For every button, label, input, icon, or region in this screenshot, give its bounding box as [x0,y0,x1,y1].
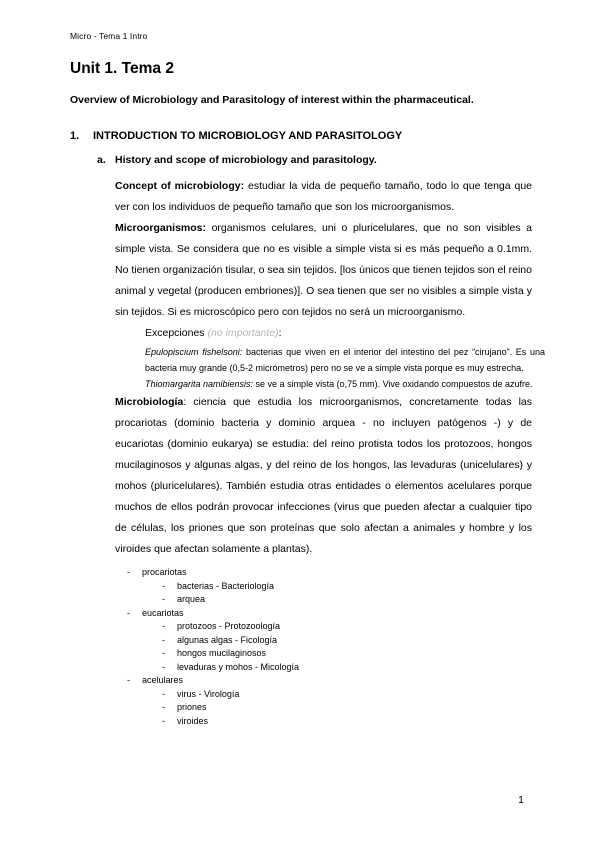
list-item-label: protozoos - Protozoología [177,621,281,631]
exception-epulopiscium-name: Epulopiscium fishelsoni: [145,347,243,357]
exceptions-title-colon: : [278,327,282,339]
section-heading-text: INTRODUCTION TO MICROBIOLOGY AND PARASITOLOGY [93,130,403,142]
list-item-label: algunas algas - Ficología [177,634,278,645]
list-dash: - [162,580,165,591]
body-block [115,176,545,728]
exceptions-note: (no importante) [207,327,279,339]
list-item [127,674,532,688]
subsection-letter: a. [97,154,106,166]
list-item-label: acelulares [142,675,184,685]
list-dash: - [162,661,165,672]
exceptions-title [145,323,532,344]
list-item [127,607,532,621]
list-item [127,566,532,580]
paragraph-microorganismos-text: organismos celulares, uni o pluricelulares, que no son visibles a simple vista. Se considera que no es visible a simple vista si es más pequeño a 0.1mm. No tienen organización tisular, o sea sin tejidos. [los únicos que tienen tejidos son el reino animal y vegetal (producen embriones)]. O sea tienen que ser no visibles a simple vista y sin tejidos. Si es microscópico pero con tejidos no será un microorganismo. [115,222,532,318]
list-dash: - [127,607,130,618]
paragraph-microbiologia-text: : ciencia que estudia los microorganismos, concretamente todas las procariotas (dominio bacteria y dominio arquea - no incluyen patógenos -) y de eucariotas (dominio eukarya) se estudia: del reino protista todos los protozoos, hongos mucilaginosos y algunas algas, y del reino de los hongos, las levaduras (unicelulares) y mohos (pluricelulares). También estudia otras entidades o elementos acelulares porque muchos de ellos podrán provocar infecciones (virus que pueden afectar a cualquier tipo de células, los priones que son proteínas que solo afectan a animales y hombre y los viroides que afectan solamente a plantas). [115,396,532,555]
list-dash: - [162,715,165,726]
page-number: 1 [518,794,524,806]
page-subtitle: Overview of Microbiology and Parasitology of interest within the pharmaceutical. [70,94,474,106]
list-dash: - [162,702,165,712]
list-dash: - [162,621,165,631]
section-heading [70,130,532,142]
subsection-heading-text: History and scope of microbiology and parasitology. [115,154,377,166]
list-dash: - [162,634,165,645]
list-dash: - [127,567,130,577]
exception-thiomargarita [145,376,545,392]
list-dash: - [162,594,165,604]
list-item [162,647,532,661]
exception-thiomargarita-name: Thiomargarita namibiensis: [145,379,254,389]
list-item [162,701,532,715]
list-item-label: virus - Virología [177,688,240,699]
list-item [162,688,532,702]
list-item-label: priones [177,702,207,712]
paragraph-microorganismos [115,218,532,323]
paragraph-concept-lead: Concept of microbiology: [115,180,245,192]
list-dash: - [162,648,165,658]
exceptions-block [145,323,545,392]
exception-epulopiscium [145,344,545,376]
list-item [162,715,532,729]
exception-thiomargarita-text: se ve a simple vista (o,75 mm). Vive oxidando compuestos de azufre. [253,379,533,389]
list-item-label: levaduras y mohos - Micología [177,661,300,672]
exceptions-title-lead: Excepciones [145,327,208,339]
taxonomy-list [115,566,532,728]
list-item-label: procariotas [142,567,187,577]
exception-epulopiscium-text: bacterias que viven en el interior del intestino del pez “cirujano”. Es una bacteria muy grande (0,5-2 micrómetros) pero no se ve a simple vista porque es muy estrecha. [145,347,545,373]
list-item [162,661,532,675]
page-title: Unit 1. Tema 2 [70,60,174,77]
paragraph-concept [115,176,532,218]
document-content [70,60,545,728]
paragraph-microbiologia [115,392,532,560]
paragraph-microbiologia-lead: Microbiología [115,396,184,408]
paragraph-concept-text: estudiar la vida de pequeño tamaño, todo lo que tenga que ver con los individuos de pequeño tamaño que son los microorganismos. [115,180,532,213]
list-item [162,620,532,634]
list-item-label: hongos mucilaginosos [177,648,267,658]
list-item-label: viroides [177,715,209,726]
list-item-label: arquea [177,594,206,604]
list-dash: - [127,675,130,685]
list-item [162,634,532,648]
paragraph-microorganismos-lead: Microorganismos: [115,222,207,234]
list-item [162,580,532,594]
list-item-label: bacterias - Bacteriología [177,580,275,591]
list-dash: - [162,688,165,699]
list-item-label: eucariotas [142,607,184,618]
list-item [162,593,532,607]
subsection-heading [97,154,532,166]
document-header: Micro - Tema 1 Intro [70,31,148,41]
section-number: 1. [70,130,80,142]
